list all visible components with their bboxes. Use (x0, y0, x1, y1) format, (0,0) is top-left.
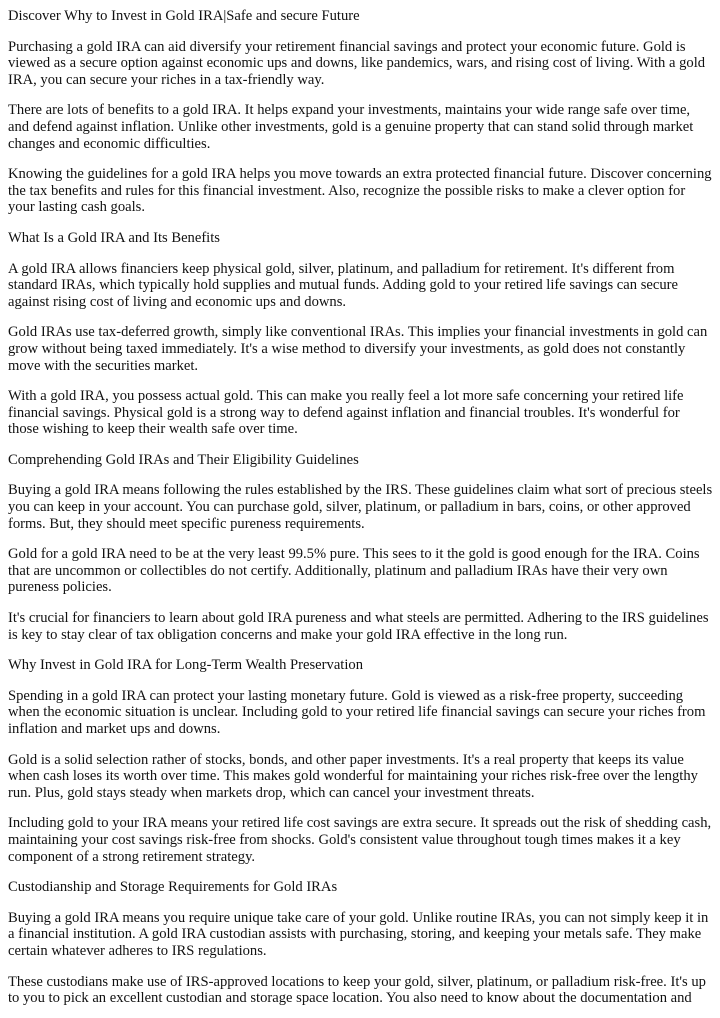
paragraph: Purchasing a gold IRA can aid diversify your retirement financial savings and protect your economic future. Gold is viewed as a secure option against economic ups and downs, like pandemics, wars, and rising cost of living. With a gold IRA, you can secure your riches in a tax-friendly way. (8, 38, 706, 88)
paragraph: Spending in a gold IRA can protect your lasting monetary future. Gold is viewed as a risk-free property, succeeding when the economic situation is unclear. Including gold to your retired life financial savings can secure your riches from inflation and market ups and downs. (8, 687, 706, 737)
paragraph: Buying a gold IRA means you require unique take care of your gold. Unlike routine IRAs, you can not simply keep it in a financial institution. A gold IRA custodian assists with purchasing, storing, and keeping your metals safe. They make certain whatever adheres to IRS regulations. (8, 909, 709, 959)
section-heading: Why Invest in Gold IRA for Long-Term Wealth Preservation (8, 657, 364, 674)
paragraph: Buying a gold IRA means following the rules established by the IRS. These guidelines claim what sort of precious steels you can keep in your account. You can purchase gold, silver, platinum, or palladium in bars, coins, or other approved forms. But, they should meet specific pureness requirements. (8, 482, 713, 532)
paragraph: Gold for a gold IRA need to be at the very least 99.5% pure. This sees to it the gold is good enough for the IRA. Coins that are uncommon or collectibles do not certify. Additionally, platinum and palladium IRAs have their very own pureness policies. (8, 546, 700, 596)
paragraph: With a gold IRA, you possess actual gold. This can make you really feel a lot more safe concerning your retired life financial savings. Physical gold is a strong way to defend against inflation and financial troubles. It's wonderful for those wishing to keep their wealth safe over time. (8, 388, 684, 438)
paragraph: Knowing the guidelines for a gold IRA helps you move towards an extra protected financial future. Discover concerning the tax benefits and rules for this financial investment. Also, recognize the possible risks to make a clever option for your lasting cash goals. (8, 166, 712, 216)
paragraph: These custodians make use of IRS-approved locations to keep your gold, silver, platinum, or palladium risk-free. It's up to you to pick an excellent custodian and storage space location. You also need to know about the documentation and (8, 973, 706, 1007)
paragraph: Gold IRAs use tax-deferred growth, simply like conventional IRAs. This implies your financial investments in gold can grow without being taxed immediately. It's a wise method to diversify your investments, as gold does not constantly move with the securities market. (8, 324, 708, 374)
paragraph: Gold is a solid selection rather of stocks, bonds, and other paper investments. It's a real property that keeps its value when cash loses its worth over time. This makes gold wonderful for maintaining your riches risk-free over the lengthy run. Plus, gold stays steady when markets drop, which can cancel your investment threats. (8, 751, 698, 801)
paragraph: Including gold to your IRA means your retired life cost savings are extra secure. It spreads out the risk of shedding cash, maintaining your cost savings risk-free from shocks. Gold's consistent value throughout tough times makes it a key component of a strong retirement strategy. (8, 815, 712, 865)
paragraph: It's crucial for financiers to learn about gold IRA pureness and what steels are permitted. Adhering to the IRS guidelines is key to stay clear of tax obligation concerns and make your gold IRA effective in the long run. (8, 610, 709, 643)
paragraph: There are lots of benefits to a gold IRA. It helps expand your investments, maintains your wide range safe over time, and defend against inflation. Unlike other investments, gold is a genuine property that can stand solid through market changes and economic difficulties. (8, 102, 694, 152)
section-heading: Comprehending Gold IRAs and Their Eligibility Guidelines (8, 451, 359, 468)
section-heading: What Is a Gold IRA and Its Benefits (8, 229, 220, 246)
article-title: Discover Why to Invest in Gold IRA|Safe and secure Future (8, 8, 360, 24)
section-heading: Custodianship and Storage Requirements for Gold IRAs (8, 879, 338, 896)
paragraph: A gold IRA allows financiers keep physical gold, silver, platinum, and palladium for retirement. It's different from standard IRAs, which typically hold supplies and mutual funds. Adding gold to your retired life savings can secure against rising cost of living and economic ups and downs. (8, 260, 678, 310)
